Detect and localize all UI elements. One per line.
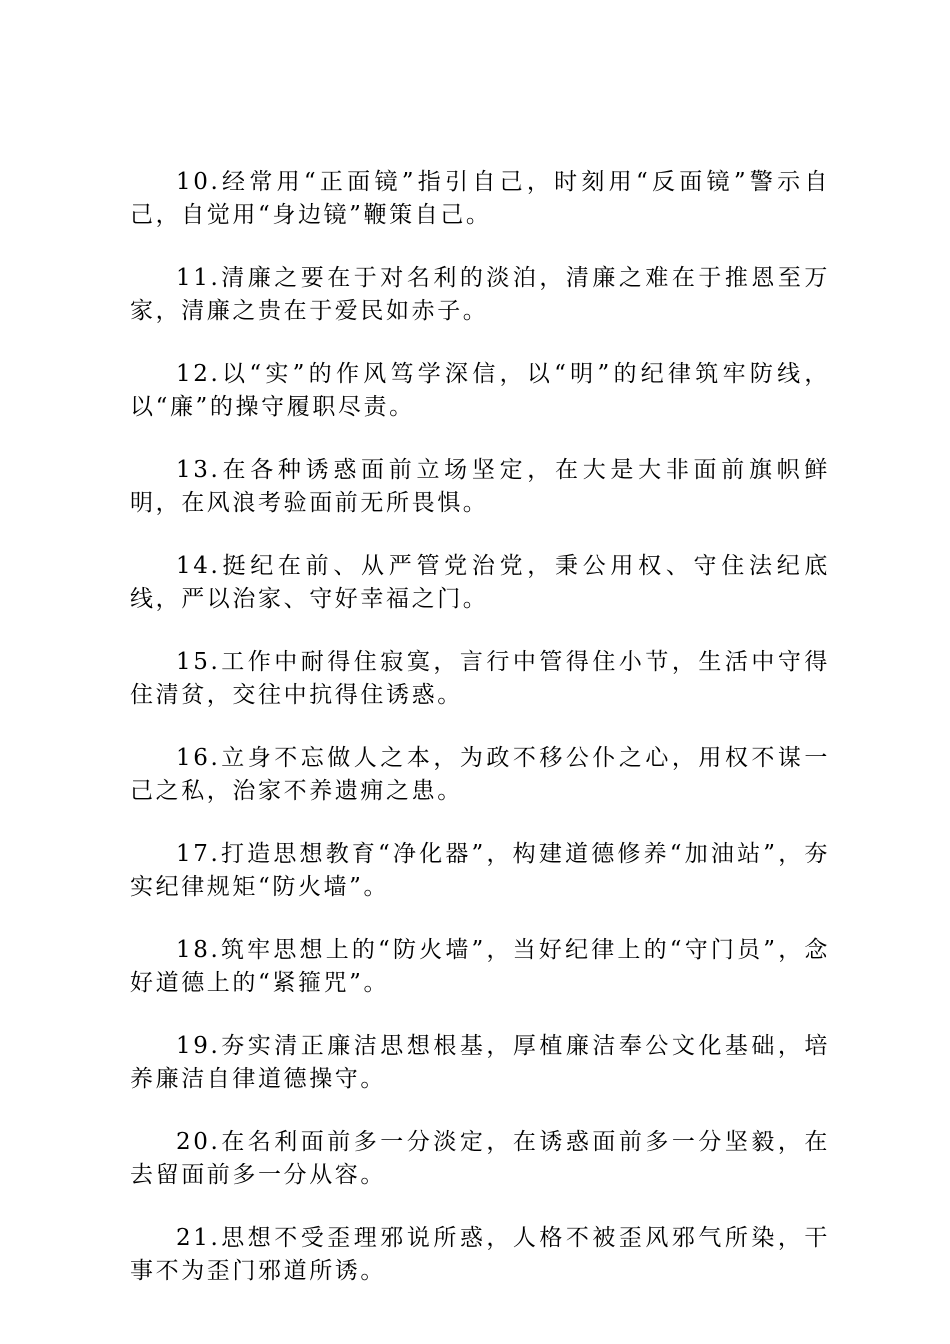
paragraph-14: 14.挺纪在前、从严管党治党，秉公用权、守住法纪底线，严以治家、守好幸福之门。: [130, 553, 830, 612]
paragraph-16: 16.立身不忘做人之本，为政不移公仆之心，用权不谋一己之私，治家不养遗痈之患。: [130, 745, 830, 804]
paragraph-19: 19.夯实清正廉洁思想根基，厚植廉洁奉公文化基础，培养廉洁自律道德操守。: [130, 1033, 830, 1092]
paragraph-15: 15.工作中耐得住寂寞，言行中管得住小节，生活中守得住清贫，交往中抗得住诱惑。: [130, 649, 830, 708]
paragraph-11: 11.清廉之要在于对名利的淡泊，清廉之难在于推恩至万家，清廉之贵在于爱民如赤子。: [130, 265, 830, 324]
paragraph-13: 13.在各种诱惑面前立场坚定，在大是大非面前旗帜鲜明，在风浪考验面前无所畏惧。: [130, 457, 830, 516]
paragraph-20: 20.在名利面前多一分淡定，在诱惑面前多一分坚毅，在去留面前多一分从容。: [130, 1129, 830, 1188]
paragraph-12: 12.以“实”的作风笃学深信，以“明”的纪律筑牢防线，以“廉”的操守履职尽责。: [130, 361, 830, 420]
paragraph-10: 10.经常用“正面镜”指引自己，时刻用“反面镜”警示自己，自觉用“身边镜”鞭策自己。: [130, 169, 830, 228]
paragraph-17: 17.打造思想教育“净化器”，构建道德修养“加油站”，夯实纪律规矩“防火墙”。: [130, 841, 830, 900]
document-body: [130, 166, 830, 1318]
paragraph-21: 21.思想不受歪理邪说所惑，人格不被歪风邪气所染，干事不为歪门邪道所诱。: [130, 1225, 830, 1284]
paragraph-18: 18.筑牢思想上的“防火墙”，当好纪律上的“守门员”，念好道德上的“紧箍咒”。: [130, 937, 830, 996]
